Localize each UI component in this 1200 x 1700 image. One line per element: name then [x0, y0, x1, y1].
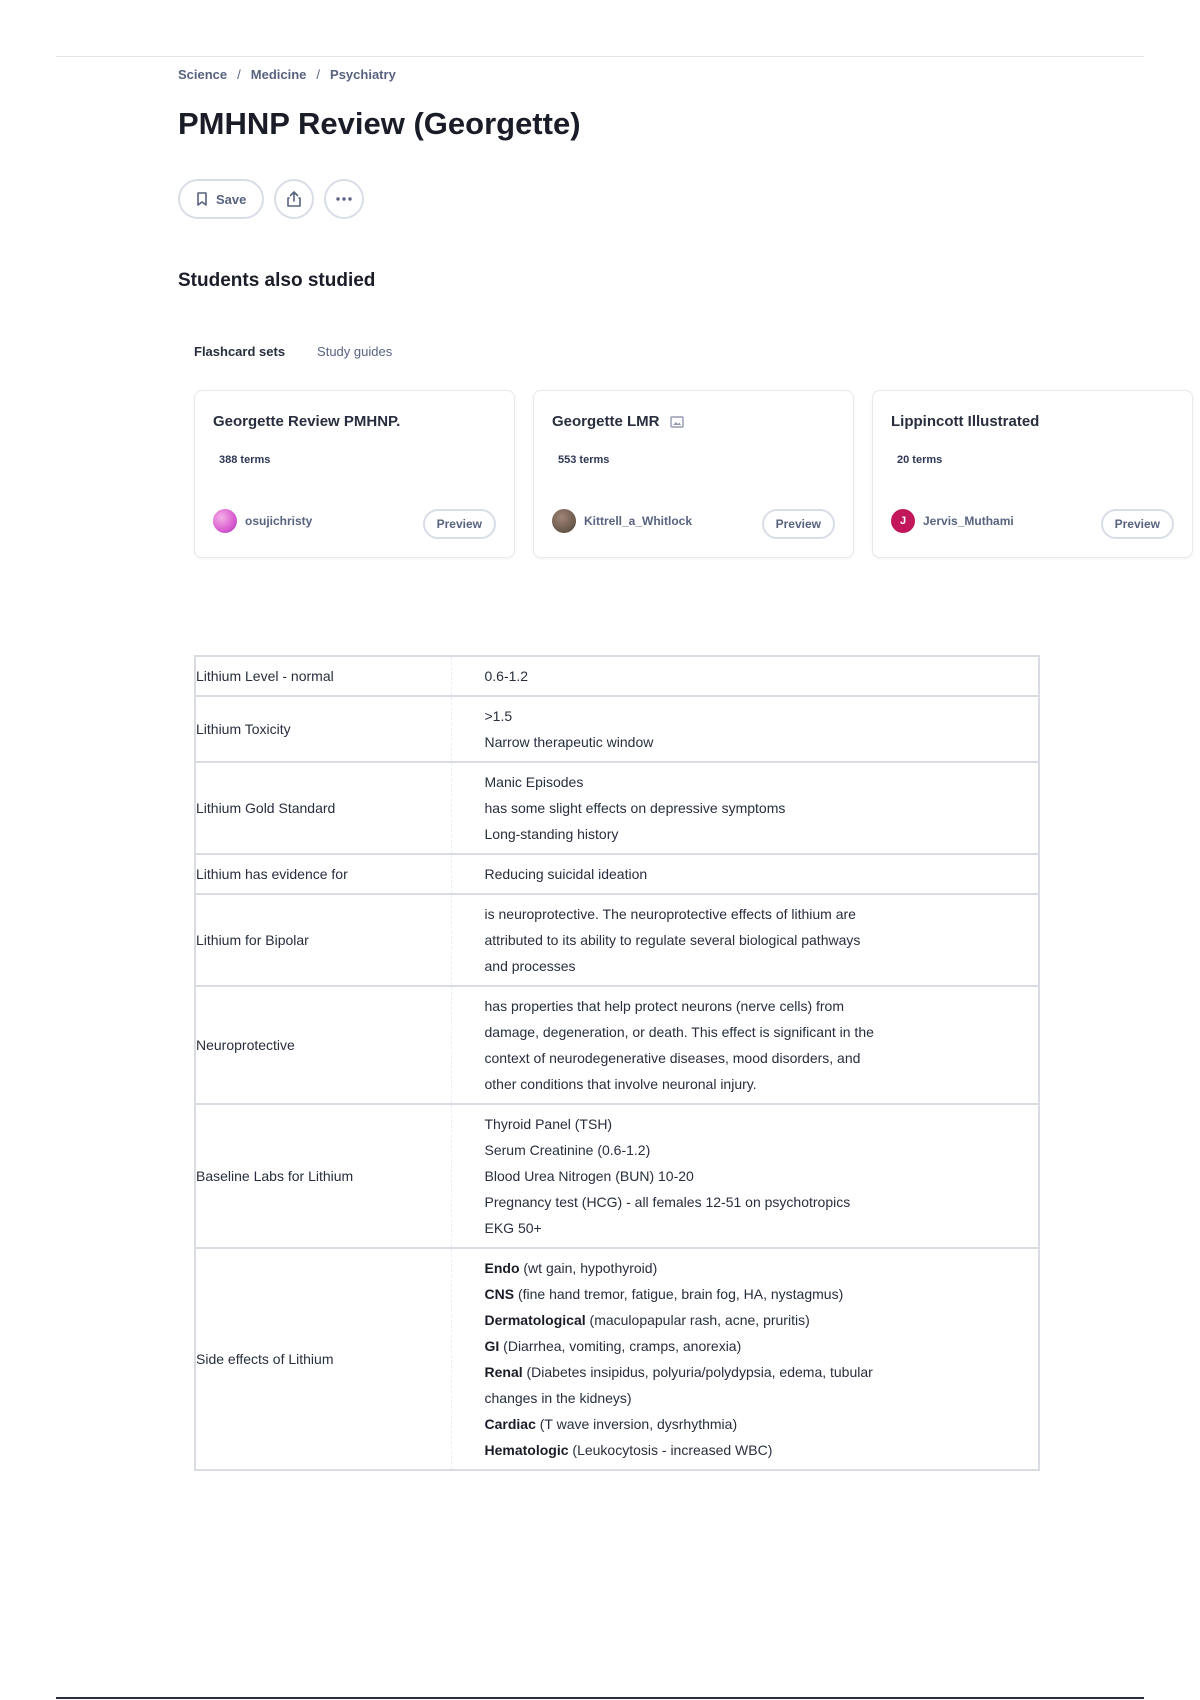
- card-title: [891, 413, 1039, 430]
- definition-text: Serum Creatinine (0.6-1.2): [484, 1142, 651, 1158]
- definition-line: [485, 993, 1023, 1019]
- definition-text: >1.5: [484, 708, 513, 724]
- bookmark-icon: [196, 192, 208, 206]
- definition-text: has properties that help protect neurons (nerve cells) from: [484, 998, 845, 1014]
- definition-text: Manic Episodes: [484, 774, 584, 790]
- flashcard-row: [195, 894, 1039, 986]
- definition-text: (Diabetes insipidus, polyuria/polydypsia, edema, tubular: [522, 1364, 873, 1380]
- flashcard-term: Baseline Labs for Lithium: [195, 1104, 451, 1248]
- flashcard-definition: [451, 762, 1039, 854]
- page-title: PMHNP Review (Georgette): [178, 106, 581, 141]
- flashcard-term: Neuroprotective: [195, 986, 451, 1104]
- study-set-card[interactable]: [533, 390, 854, 558]
- study-set-card[interactable]: [872, 390, 1193, 558]
- definition-line: [485, 703, 1023, 729]
- definition-line: [485, 1411, 1023, 1437]
- flashcard-row: [195, 696, 1039, 762]
- breadcrumb-link-science[interactable]: Science: [178, 67, 228, 82]
- definition-bold-label: GI: [484, 1338, 500, 1354]
- flashcard-row: [195, 656, 1039, 696]
- card-author[interactable]: [213, 509, 312, 533]
- card-author[interactable]: [552, 509, 692, 533]
- definition-line: [485, 1359, 1023, 1385]
- definition-line: [485, 1071, 1023, 1097]
- flashcard-terms-table: [194, 655, 1040, 1471]
- flashcard-definition: [451, 656, 1039, 696]
- study-set-card[interactable]: [194, 390, 515, 558]
- definition-line: [485, 729, 1023, 755]
- definition-line: [485, 821, 1023, 847]
- definition-text: (Diarrhea, vomiting, cramps, anorexia): [499, 1338, 742, 1354]
- definition-text: Thyroid Panel (TSH): [484, 1116, 613, 1132]
- definition-line: [485, 1137, 1023, 1163]
- definition-text: Blood Urea Nitrogen (BUN) 10-20: [484, 1168, 694, 1184]
- definition-text: (fine hand tremor, fatigue, brain fog, HA, nystagmus): [514, 1286, 844, 1302]
- definition-line: [485, 1281, 1023, 1307]
- flashcard-definition: [451, 854, 1039, 894]
- definition-line: [485, 1019, 1023, 1045]
- save-button-label: Save: [216, 191, 247, 207]
- flashcard-term: Lithium Gold Standard: [195, 762, 451, 854]
- flashcard-term: Side effects of Lithium: [195, 1248, 451, 1470]
- definition-bold-label: CNS: [484, 1286, 515, 1302]
- breadcrumb-link-psychiatry[interactable]: Psychiatry: [330, 67, 396, 82]
- author-name: Jervis_Muthami: [923, 514, 1014, 528]
- definition-line: [485, 901, 1023, 927]
- definition-line: [485, 1255, 1023, 1281]
- flashcard-row: [195, 1104, 1039, 1248]
- preview-button[interactable]: Preview: [762, 509, 835, 539]
- tab-study-guides[interactable]: Study guides: [317, 344, 393, 359]
- card-title-text: Georgette Review PMHNP.: [213, 413, 401, 430]
- tab-flashcard-sets[interactable]: Flashcard sets: [194, 344, 286, 359]
- definition-line: [485, 1307, 1023, 1333]
- preview-button[interactable]: Preview: [1101, 509, 1174, 539]
- definition-bold-label: Cardiac: [484, 1416, 536, 1432]
- definition-text: attributed to its ability to regulate several biological pathways: [484, 932, 861, 948]
- flashcard-definition: [451, 696, 1039, 762]
- definition-line: [485, 769, 1023, 795]
- definition-line: [485, 1163, 1023, 1189]
- flashcard-row: [195, 986, 1039, 1104]
- breadcrumb-separator: /: [237, 67, 241, 82]
- card-title-text: Lippincott Illustrated: [891, 413, 1040, 430]
- definition-text: Reducing suicidal ideation: [484, 866, 648, 882]
- share-button[interactable]: [274, 179, 314, 219]
- definition-text: is neuroprotective. The neuroprotective effects of lithium are: [484, 906, 856, 922]
- definition-line: [485, 1189, 1023, 1215]
- card-title: [552, 413, 684, 430]
- share-icon: [285, 190, 303, 208]
- definition-text: Long-standing history: [484, 826, 619, 842]
- flashcard-definition: [451, 1248, 1039, 1470]
- definition-line: [485, 1045, 1023, 1071]
- definition-line: [485, 1215, 1023, 1241]
- definition-line: [485, 1111, 1023, 1137]
- more-icon: [335, 196, 353, 202]
- definition-text: (wt gain, hypothyroid): [519, 1260, 658, 1276]
- set-actions: [178, 179, 364, 219]
- definition-text: has some slight effects on depressive symptoms: [484, 800, 786, 816]
- card-term-count: 388 terms: [219, 454, 271, 466]
- definition-text: (Leukocytosis - increased WBC): [568, 1442, 773, 1458]
- definition-text: damage, degeneration, or death. This effect is significant in the: [484, 1024, 874, 1040]
- definition-text: context of neurodegenerative diseases, mood disorders, and: [484, 1050, 861, 1066]
- definition-line: [485, 927, 1023, 953]
- card-author[interactable]: [891, 509, 1014, 533]
- definition-text: and processes: [484, 958, 576, 974]
- definition-line: [485, 953, 1023, 979]
- breadcrumb: [178, 67, 396, 82]
- definition-text: other conditions that involve neuronal injury.: [484, 1076, 757, 1092]
- breadcrumb-separator: /: [316, 67, 321, 82]
- definition-line: [485, 795, 1023, 821]
- more-options-button[interactable]: [324, 179, 364, 219]
- definition-text: Narrow therapeutic window: [484, 734, 654, 750]
- avatar: [552, 509, 576, 533]
- definition-text: Pregnancy test (HCG) - all females 12-51 on psychotropics: [484, 1194, 851, 1210]
- avatar: [213, 509, 237, 533]
- save-button[interactable]: [178, 179, 264, 219]
- also-studied-tabs: [194, 344, 392, 359]
- cards-carousel: [194, 390, 1160, 560]
- definition-text: EKG 50+: [484, 1220, 542, 1236]
- bottom-divider: [56, 1697, 1144, 1699]
- author-name: Kittrell_a_Whitlock: [584, 514, 693, 528]
- flashcard-term: Lithium Level - normal: [195, 656, 451, 696]
- definition-bold-label: Endo: [484, 1260, 520, 1276]
- flashcard-definition: [451, 1104, 1039, 1248]
- definition-bold-label: Renal: [484, 1364, 523, 1380]
- definition-line: [485, 1437, 1023, 1463]
- definition-line: [485, 1385, 1023, 1411]
- image-icon: [670, 416, 684, 428]
- top-divider: [56, 56, 1144, 57]
- flashcard-term: Lithium for Bipolar: [195, 894, 451, 986]
- card-term-count: 20 terms: [897, 454, 943, 466]
- definition-line: [485, 663, 1023, 689]
- definition-bold-label: Hematologic: [484, 1442, 569, 1458]
- card-title: [213, 413, 400, 430]
- author-name: osujichristy: [245, 514, 313, 528]
- flashcard-term: Lithium Toxicity: [195, 696, 451, 762]
- definition-bold-label: Dermatological: [484, 1312, 586, 1328]
- definition-text: 0.6-1.2: [484, 668, 529, 684]
- definition-text: changes in the kidneys): [484, 1390, 632, 1406]
- card-term-count: 553 terms: [558, 454, 610, 466]
- preview-button[interactable]: Preview: [423, 509, 496, 539]
- avatar: J: [891, 509, 915, 533]
- flashcard-definition: [451, 894, 1039, 986]
- flashcard-row: [195, 762, 1039, 854]
- definition-line: [485, 1333, 1023, 1359]
- breadcrumb-link-medicine[interactable]: Medicine: [250, 67, 307, 82]
- flashcard-term: Lithium has evidence for: [195, 854, 451, 894]
- students-also-studied-heading: Students also studied: [178, 270, 376, 291]
- flashcard-definition: [451, 986, 1039, 1104]
- flashcard-row: [195, 1248, 1039, 1470]
- definition-text: (T wave inversion, dysrhythmia): [535, 1416, 738, 1432]
- card-title-text: Georgette LMR: [552, 413, 660, 430]
- definition-text: (maculopapular rash, acne, pruritis): [585, 1312, 810, 1328]
- definition-line: [485, 861, 1023, 887]
- flashcard-row: [195, 854, 1039, 894]
